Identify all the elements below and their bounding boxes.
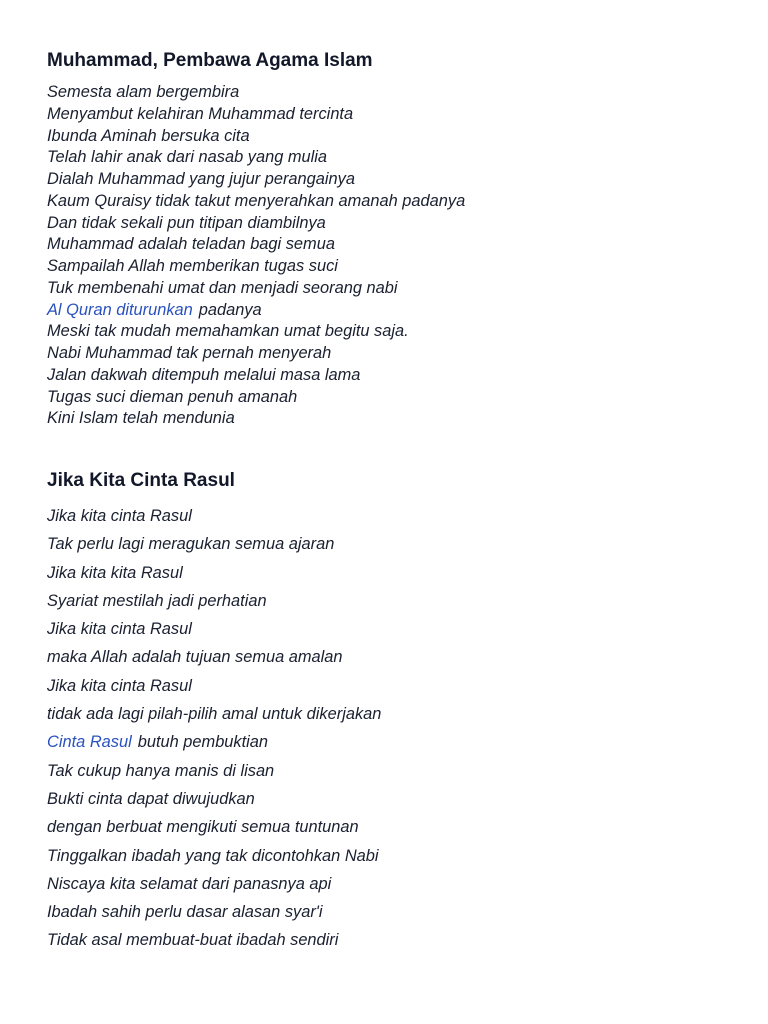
poem-line-text: Syariat mestilah jadi perhatian bbox=[47, 591, 267, 610]
poem-line-text: Niscaya kita selamat dari panasnya api bbox=[47, 874, 332, 893]
poem-line-text: Bukti cinta dapat diwujudkan bbox=[47, 789, 255, 808]
poem-line-text: Jika kita cinta Rasul bbox=[47, 676, 192, 695]
poem-line bbox=[47, 502, 727, 530]
poem-line bbox=[47, 278, 727, 300]
poem-line bbox=[47, 530, 727, 558]
poem-line bbox=[47, 728, 727, 756]
poem-line bbox=[47, 672, 727, 700]
poem-line-text: Kini Islam telah mendunia bbox=[47, 409, 235, 428]
poem-line-text: Sampailah Allah memberikan tugas suci bbox=[47, 257, 338, 275]
poem-line-text: Jika kita kita Rasul bbox=[47, 563, 183, 582]
poem-line-text: Kaum Quraisy tidak takut menyerahkan amanah padanya bbox=[47, 191, 466, 210]
poem-line-text: dengan berbuat mengikuti semua tuntunan bbox=[47, 818, 359, 837]
poem-line bbox=[47, 870, 727, 898]
poem-jika-kita-cinta-rasul bbox=[47, 469, 727, 955]
poem-line-text: Tuk membenahi umat dan menjadi seorang nabi bbox=[47, 278, 398, 297]
poem-line bbox=[47, 321, 727, 343]
poem-line bbox=[47, 587, 727, 615]
poem-line bbox=[47, 408, 727, 430]
poem-line-text: Tak perlu lagi meragukan semua ajaran bbox=[47, 535, 335, 554]
poem-line bbox=[47, 387, 727, 409]
poem-line bbox=[47, 700, 727, 728]
poem-line bbox=[47, 785, 727, 813]
poem-line-text: Nabi Muhammad tak pernah menyerah bbox=[47, 344, 332, 362]
poem-line bbox=[47, 365, 727, 387]
poem-line-text: Tugas suci dieman penuh amanah bbox=[47, 387, 298, 406]
poem-line-text: tidak ada lagi pilah-pilih amal untuk dikerjakan bbox=[47, 705, 382, 724]
poem-line bbox=[47, 757, 727, 785]
poem-line bbox=[47, 559, 727, 587]
poem-line-text: Dan tidak sekali pun titipan diambilnya bbox=[47, 213, 326, 232]
poem-line-text: butuh pembuktian bbox=[137, 733, 269, 752]
poem-line-text: Jika kita cinta Rasul bbox=[47, 507, 192, 525]
poem-line bbox=[47, 643, 727, 671]
poem-line-text: Ibadah sahih perlu dasar alasan syar'i bbox=[47, 903, 323, 922]
poem-line-text: Menyambut kelahiran Muhammad tercinta bbox=[47, 104, 354, 123]
poem-line bbox=[47, 615, 727, 643]
poem-line bbox=[47, 234, 727, 256]
poem-line bbox=[47, 147, 727, 169]
poem-link[interactable]: Al Quran diturunkan bbox=[47, 300, 193, 319]
poem-line-text: Meski tak mudah memahamkan umat begitu saja. bbox=[47, 322, 409, 341]
poem-lines bbox=[47, 502, 727, 955]
poem-line bbox=[47, 82, 727, 104]
poem-line bbox=[47, 898, 727, 926]
poem-line-text: Jalan dakwah ditempuh melalui masa lama bbox=[47, 365, 361, 384]
poem-line bbox=[47, 104, 727, 126]
poem-line bbox=[47, 256, 727, 278]
poem-line-text: Telah lahir anak dari nasab yang mulia bbox=[47, 148, 328, 167]
poem-muhammad-pembawa-agama-islam bbox=[47, 49, 727, 430]
poem-title: Jika Kita Cinta Rasul bbox=[47, 470, 235, 491]
poem-line bbox=[47, 813, 727, 841]
poem-line bbox=[47, 191, 727, 213]
poem-link[interactable]: Cinta Rasul bbox=[47, 733, 132, 752]
poem-line bbox=[47, 300, 727, 322]
poem-line bbox=[47, 169, 727, 191]
poem-line-text: Muhammad adalah teladan bagi semua bbox=[47, 235, 335, 254]
poem-line-text: Jika kita cinta Rasul bbox=[47, 620, 192, 639]
poem-lines bbox=[47, 82, 727, 430]
poem-line bbox=[47, 343, 727, 365]
poem-line bbox=[47, 213, 727, 235]
poem-line-text: Dialah Muhammad yang jujur perangainya bbox=[47, 170, 355, 188]
poem-line-text: Tinggalkan ibadah yang tak dicontohkan Nabi bbox=[47, 846, 379, 865]
poem-line-text: Ibunda Aminah bersuka cita bbox=[47, 126, 250, 145]
poem-line bbox=[47, 126, 727, 148]
poem-line bbox=[47, 842, 727, 870]
poem-line-text: Tidak asal membuat-buat ibadah sendiri bbox=[47, 931, 339, 950]
poem-title: Muhammad, Pembawa Agama Islam bbox=[47, 50, 373, 71]
poem-line-text: maka Allah adalah tujuan semua amalan bbox=[47, 648, 343, 667]
poem-line-text: Semesta alam bergembira bbox=[47, 83, 240, 101]
poem-line bbox=[47, 926, 727, 954]
poem-line-text: Tak cukup hanya manis di lisan bbox=[47, 761, 275, 780]
poem-line-text: padanya bbox=[198, 300, 262, 319]
